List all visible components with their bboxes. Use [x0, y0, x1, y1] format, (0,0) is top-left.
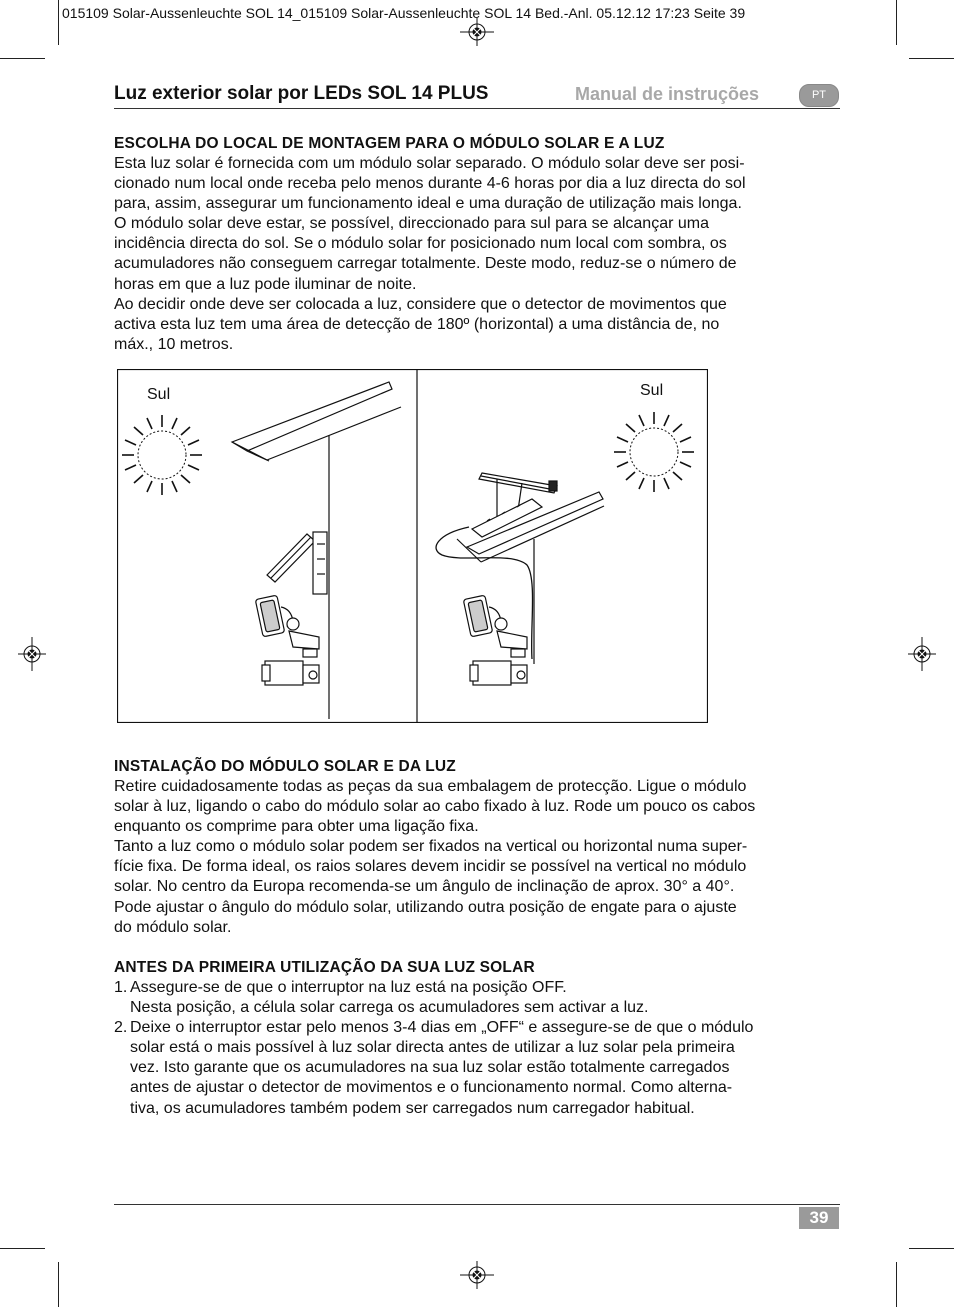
print-header: 015109 Solar-Aussenleuchte SOL 14_015109 Solar-Aussenleuchte SOL 14 Bed.-Anl. 05.12.12 17:23 Seite 39: [62, 5, 746, 21]
paragraph-line: vez. Isto garante que os acumuladores na sua luz solar estão totalmente carregados: [130, 1059, 730, 1077]
paragraph-line: Pode ajustar o ângulo do módulo solar, utilizando outra posição de engate para o ajuste: [114, 898, 737, 916]
led-lamp-icon: [463, 595, 527, 685]
section-installation: [114, 757, 842, 938]
section-before-first-use: [114, 958, 842, 1119]
solar-module-icon: [267, 532, 327, 594]
section-heading: ESCOLHA DO LOCAL DE MONTAGEM PARA O MÓDULO SOLAR E A LUZ: [114, 135, 665, 152]
steps-list: [114, 978, 842, 1119]
sun-icon: [614, 412, 694, 492]
paragraph-line: enquanto os comprime para obter uma ligação fixa.: [114, 818, 479, 836]
paragraph-line: Assegure-se de que o interruptor na luz está na posição OFF.: [130, 979, 567, 996]
crop-mark: [0, 1248, 45, 1249]
section-heading: ANTES DA PRIMEIRA UTILIZAÇÃO DA SUA LUZ SOLAR: [114, 959, 535, 976]
paragraph-line: tiva, os acumuladores também podem ser carregados num carregador habitual.: [130, 1099, 695, 1117]
paragraph-line: para, assim, assegurar um funcionamento ideal e uma duração de utilização mais longa.: [114, 195, 742, 213]
registration-mark-icon: [460, 18, 494, 46]
led-lamp-icon: [255, 595, 319, 685]
paragraph-line: horas em que a luz pode iluminar de noite.: [114, 275, 417, 293]
paragraph-line: activa esta luz tem uma área de detecção de 180º (horizontal) a uma distância de, no: [114, 315, 720, 333]
paragraph-line: acumuladores não conseguem carregar totalmente. Deste modo, reduz-se o número de: [114, 255, 737, 273]
header-divider: [114, 108, 840, 109]
paragraph-line: O módulo solar deve estar, se possível, direccionado para sul para se alcançar uma: [114, 215, 709, 233]
crop-mark: [896, 1262, 897, 1307]
figure-label-south-left: Sul: [147, 386, 171, 403]
paragraph-line: Tanto a luz como o módulo solar podem ser fixados na vertical ou horizontal numa super-: [114, 838, 748, 856]
paragraph-line: do módulo solar.: [114, 918, 232, 936]
paragraph-line: Ao decidir onde deve ser colocada a luz, considere que o detector de movimentos que: [114, 295, 727, 313]
page-number: 39: [799, 1207, 839, 1229]
sun-icon: [122, 415, 202, 495]
registration-mark-icon: [908, 637, 936, 671]
crop-mark: [0, 58, 45, 59]
step-number: 1.: [114, 979, 128, 996]
list-item: [114, 978, 842, 1018]
mounting-illustration: [117, 369, 708, 723]
paragraph-line: fície fixa. De forma ideal, os raios solares devem incidir se possível na vertical no módulo: [114, 858, 747, 876]
paragraph-line: Esta luz solar é fornecida com um módulo solar separado. O módulo solar deve ser posi-: [114, 155, 745, 172]
section-heading: INSTALAÇÃO DO MÓDULO SOLAR E DA LUZ: [114, 758, 456, 775]
figure-label-south-right: Sul: [640, 382, 664, 399]
crop-mark: [58, 0, 59, 45]
manual-subtitle: Manual de instruções: [575, 84, 760, 104]
paragraph-line: máx., 10 metros.: [114, 335, 234, 353]
paragraph-line: cionado num local onde receba pelo menos durante 4-6 horas por dia a luz directa do sol: [114, 175, 746, 193]
paragraph-line: Nesta posição, a célula solar carrega os acumuladores sem activar a luz.: [130, 999, 649, 1017]
list-item: [114, 1018, 842, 1118]
paragraph-line: antes de ajustar o detector de movimentos e o funcionamento normal. Como alterna-: [130, 1079, 733, 1097]
paragraph-line: solar. No centro da Europa recomenda-se um ângulo de inclinação de aprox. 30° a 40°.: [114, 878, 735, 896]
step-number: 2.: [114, 1019, 128, 1037]
language-badge: PT: [799, 84, 839, 107]
crop-mark: [58, 1262, 59, 1307]
paragraph-line: incidência directa do sol. Se o módulo solar for posicionado num local com sombra, os: [114, 235, 727, 253]
paragraph-line: Retire cuidadosamente todas as peças da sua embalagem de protecção. Ligue o módulo: [114, 778, 747, 795]
roof-eave: [232, 382, 401, 461]
section-mounting-location: [114, 134, 842, 355]
paragraph-line: solar à luz, ligando o cabo do módulo solar ao cabo fixado à luz. Rode um pouco os cabos: [114, 798, 756, 816]
crop-mark: [909, 58, 954, 59]
registration-mark-icon: [18, 637, 46, 671]
paragraph-line: Deixe o interruptor estar pelo menos 3-4 dias em „OFF“ e assegure-se de que o módulo: [130, 1019, 754, 1037]
paragraph-line: solar está o mais possível à luz solar directa antes de utilizar a luz solar pela primeira: [130, 1039, 735, 1057]
registration-mark-icon: [460, 1261, 494, 1289]
crop-mark: [909, 1248, 954, 1249]
footer-divider: [114, 1204, 840, 1205]
crop-mark: [896, 0, 897, 45]
page-title: Luz exterior solar por LEDs SOL 14 PLUS: [114, 83, 489, 104]
